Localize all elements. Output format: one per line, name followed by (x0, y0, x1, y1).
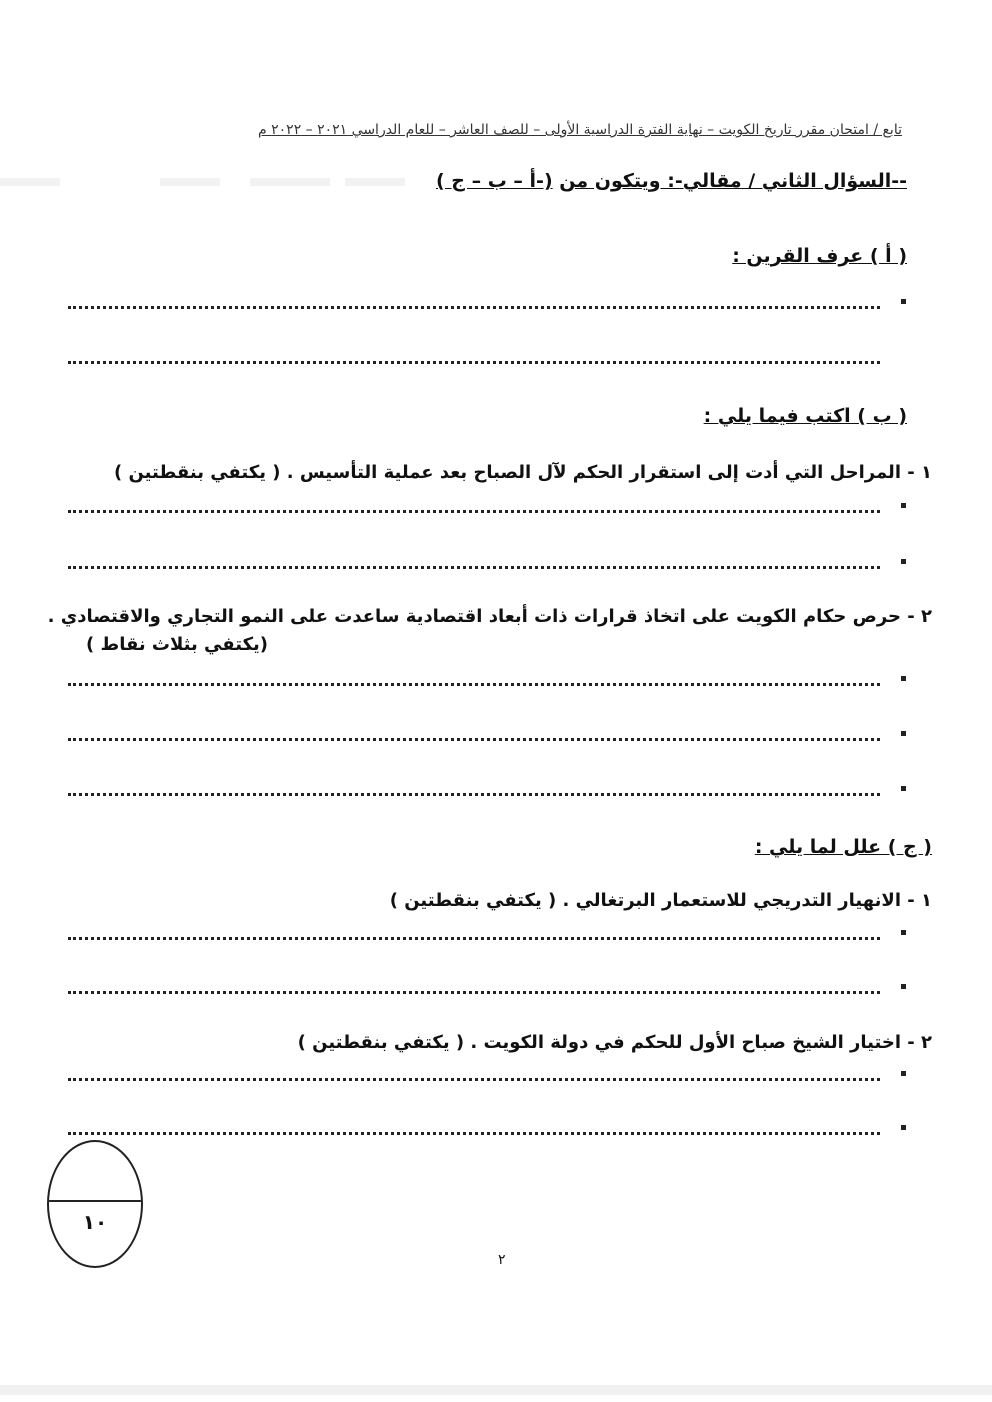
answer-line (68, 937, 880, 940)
section-b-label: ( ب ) اكتب فيما يلي : (703, 405, 907, 427)
score-circle (47, 1140, 143, 1268)
answer-line (68, 1078, 880, 1081)
scan-artifact (160, 178, 220, 186)
question-title (436, 170, 907, 192)
page-number: ٢ (498, 1252, 506, 1268)
answer-line (68, 306, 880, 309)
score-divider (49, 1200, 141, 1202)
bullet (901, 731, 906, 736)
section-c-item-2: ٢ - اختيار الشيخ صباح الأول للحكم في دولة الكويت . ( يكتفي بنقطتين ) (297, 1032, 932, 1053)
answer-line (68, 566, 880, 569)
bullet (901, 676, 906, 681)
answer-line (68, 738, 880, 741)
answer-line (68, 793, 880, 796)
answer-line (68, 1132, 880, 1135)
answer-line (68, 683, 880, 686)
section-b-item-2-note: (يكتفي بثلاث نقاط ) (86, 634, 269, 655)
section-c-item-1: ١ - الانهيار التدريجي للاستعمار البرتغالي . ( يكتفي بنقطتين ) (389, 890, 932, 911)
bullet (901, 299, 906, 304)
bullet (901, 786, 906, 791)
scan-artifact (345, 178, 405, 186)
question-title-text: --السؤال الثاني / مقالي-: ويتكون من (559, 170, 907, 192)
bullet (901, 503, 906, 508)
question-parts: (-أ – ب – ج ) (436, 170, 553, 192)
bullet (901, 1071, 906, 1076)
answer-line (68, 991, 880, 994)
exam-header: تابع / امتحان مقرر تاريخ الكويت – نهاية الفترة الدراسية الأولى – للصف العاشر – للعام الدراسي ٢٠٢١ – ٢٠٢٢ م (258, 122, 902, 138)
section-c-label: ( ج ) علل لما يلي : (754, 836, 932, 858)
bullet (901, 984, 906, 989)
bullet (901, 559, 906, 564)
bullet (901, 930, 906, 935)
scan-artifact (0, 178, 60, 186)
answer-line (68, 510, 880, 513)
section-a-label: ( أ ) عرف القرين : (732, 245, 907, 267)
answer-line (68, 361, 880, 364)
score-value: ١٠ (82, 1210, 108, 1234)
scan-artifact (250, 178, 330, 186)
section-b-item-2: ٢ - حرص حكام الكويت على اتخاذ قرارات ذات أبعاد اقتصادية ساعدت على النمو التجاري والاقتصادي . (47, 606, 932, 627)
scan-bottom-band (0, 1385, 992, 1395)
bullet (901, 1125, 906, 1130)
section-b-item-1: ١ - المراحل التي أدت إلى استقرار الحكم لآل الصباح بعد عملية التأسيس . ( يكتفي بنقطتين ) (113, 462, 932, 483)
